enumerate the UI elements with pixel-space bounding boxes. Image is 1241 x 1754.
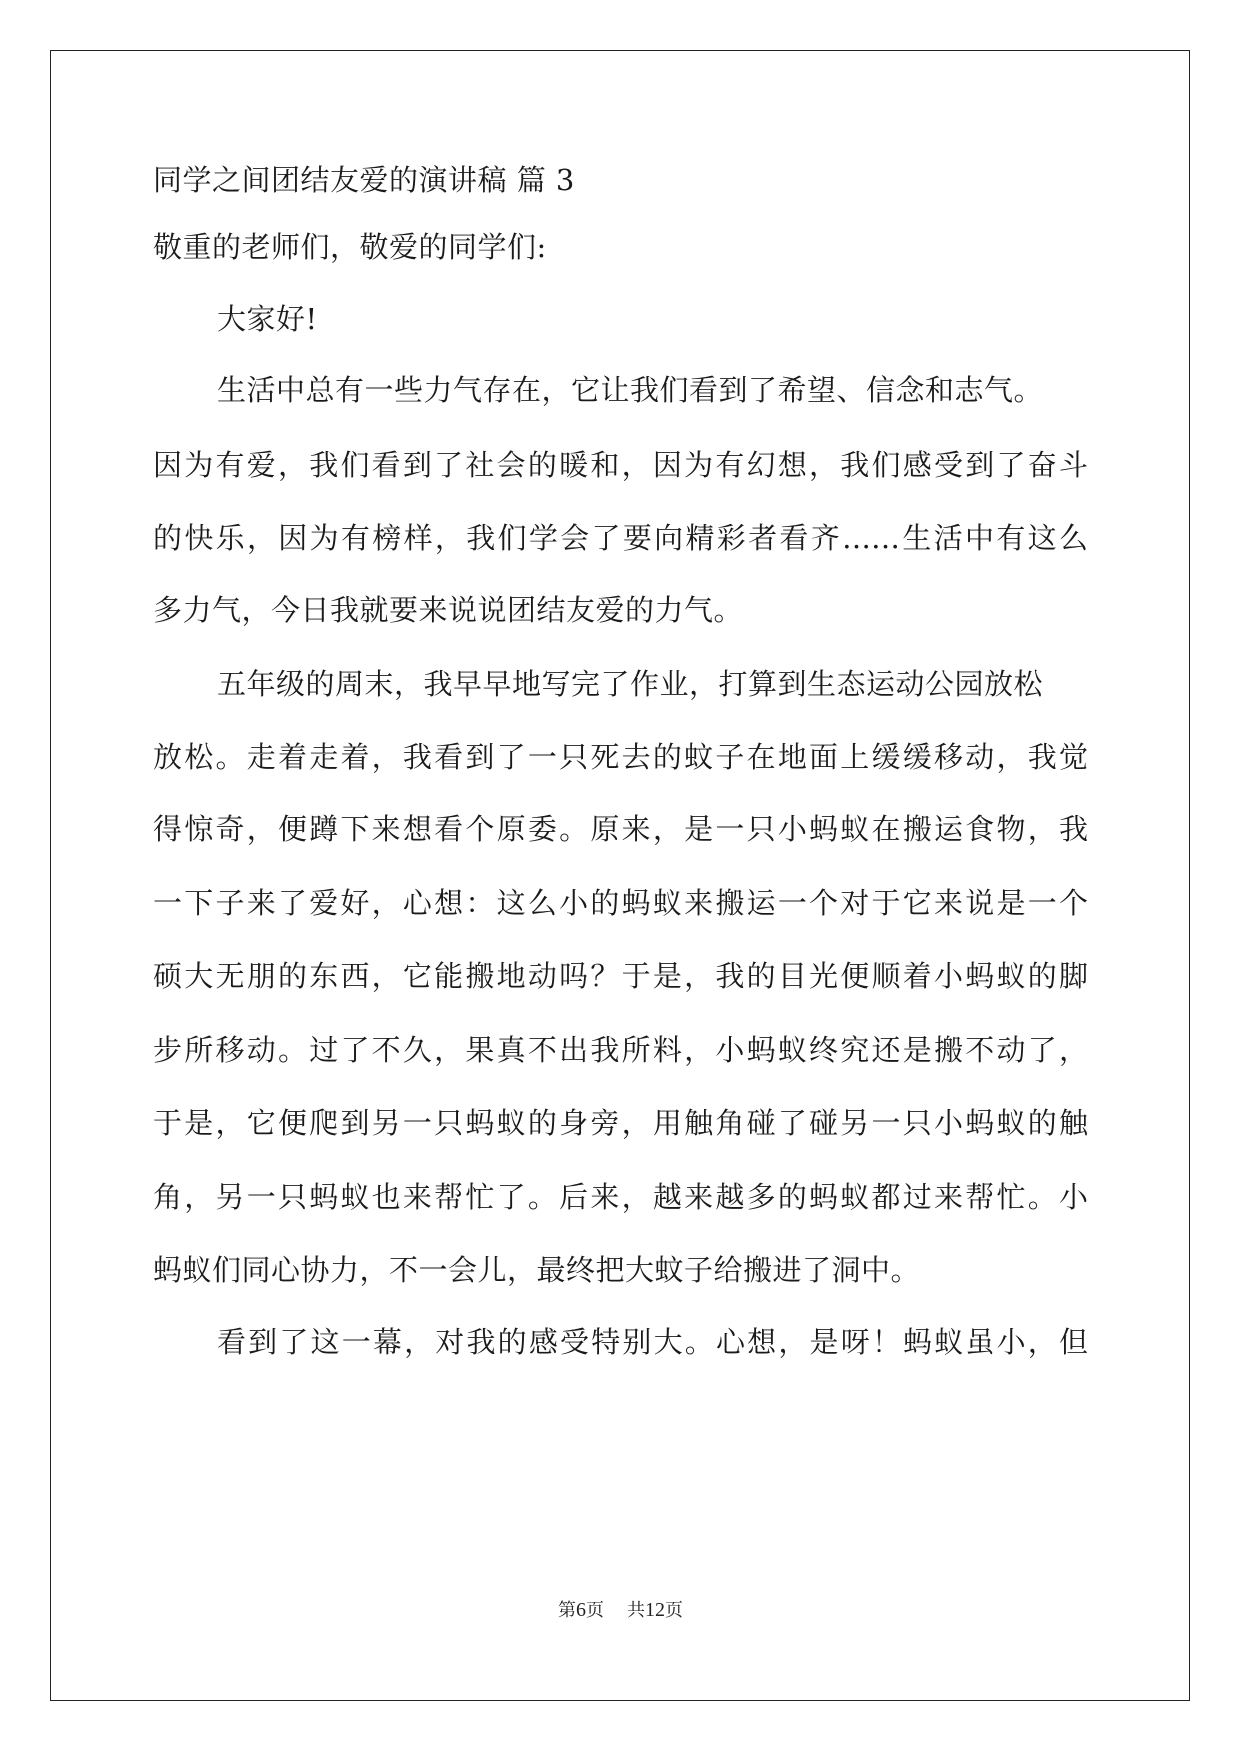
total-suffix: 页	[664, 1600, 683, 1621]
paragraph-line: 于是，它便爬到另一只蚂蚁的身旁，用触角碰了碰另一只小蚂蚁的触	[153, 1106, 1088, 1140]
paragraph-line: 蚂蚁们同心协力，不一会儿，最终把大蚊子给搬进了洞中。	[153, 1253, 921, 1287]
total-pages: 12	[644, 1599, 665, 1621]
page-footer	[0, 1598, 1241, 1623]
paragraph-line: 五年级的周末，我早早地写完了作业，打算到生态运动公园放松	[217, 667, 1044, 701]
page-number: 6	[576, 1599, 587, 1621]
page-prefix: 第	[558, 1600, 577, 1621]
paragraph-line: 因为有爱，我们看到了社会的暖和，因为有幻想，我们感受到了奋斗	[153, 448, 1088, 482]
paragraph-line: 硕大无朋的东西，它能搬地动吗？于是，我的目光便顺着小蚂蚁的脚	[153, 959, 1088, 993]
paragraph-line: 放松。走着走着，我看到了一只死去的蚊子在地面上缓缓移动，我觉	[153, 740, 1088, 774]
paragraph-line: 一下子来了爱好，心想：这么小的蚂蚁来搬运一个对于它来说是一个	[153, 886, 1088, 920]
paragraph-line: 多力气，今日我就要来说说团结友爱的力气。	[153, 593, 744, 627]
paragraph-line: 角，另一只蚂蚁也来帮忙了。后来，越来越多的蚂蚁都过来帮忙。小	[153, 1180, 1088, 1214]
paragraph-line: 看到了这一幕，对我的感受特别大。心想，是呀！蚂蚁虽小，但	[217, 1325, 1088, 1359]
document-title: 同学之间团结友爱的演讲稿 篇 3	[153, 163, 575, 197]
total-prefix: 共	[626, 1600, 645, 1621]
paragraph-line: 的快乐，因为有榜样，我们学会了要向精彩者看齐……生活中有这么	[153, 521, 1088, 555]
paragraph-line: 步所移动。过了不久，果真不出我所料，小蚂蚁终究还是搬不动了，	[153, 1033, 1088, 1067]
paragraph-line: 得惊奇，便蹲下来想看个原委。原来，是一只小蚂蚁在搬运食物，我	[153, 812, 1088, 846]
page-suffix: 页	[586, 1600, 605, 1621]
page-border	[50, 50, 1190, 1701]
greeting: 大家好!	[217, 302, 318, 336]
paragraph-line: 生活中总有一些力气存在，它让我们看到了希望、信念和志气。	[217, 373, 1044, 407]
salutation: 敬重的老师们，敬爱的同学们:	[153, 230, 547, 264]
